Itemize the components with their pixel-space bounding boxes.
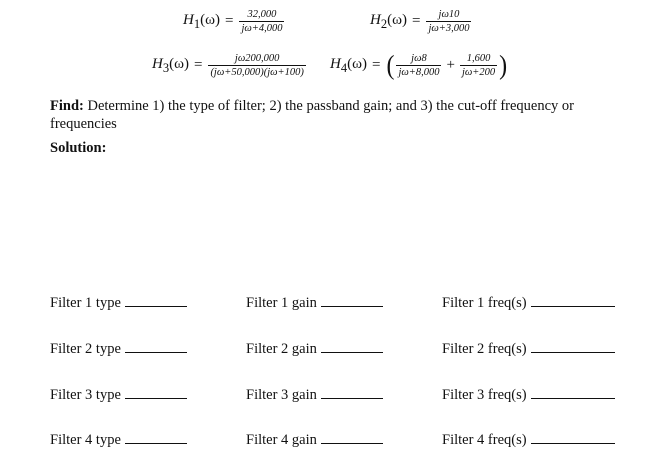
filter-type-field	[50, 429, 187, 449]
equals-sign: =	[411, 13, 421, 29]
fraction	[396, 53, 441, 78]
filter-type-label: Filter 1 type	[50, 295, 121, 311]
filter-freq-label: Filter 1 freq(s)	[442, 295, 527, 311]
filter-freq-label: Filter 2 freq(s)	[442, 341, 527, 357]
function-symbol: H	[183, 11, 194, 28]
filter-freq-label: Filter 3 freq(s)	[442, 387, 527, 403]
filter-gain-blank[interactable]	[321, 338, 383, 353]
filter-gain-label: Filter 2 gain	[246, 341, 317, 357]
function-subscript: 4	[340, 60, 348, 75]
equation-h4	[330, 50, 508, 81]
equation-lhs	[330, 56, 367, 76]
filter-gain-field	[246, 338, 383, 358]
function-argument: (ω)	[387, 11, 407, 28]
filter-gain-field	[246, 429, 383, 449]
answer-row-3	[0, 384, 669, 404]
fraction-denominator: jω+200	[461, 67, 496, 78]
equals-sign: =	[193, 57, 203, 73]
right-paren: )	[499, 50, 508, 81]
fraction-denominator: jω+3,000	[428, 23, 470, 34]
filter-type-blank[interactable]	[125, 292, 187, 307]
fraction	[460, 53, 497, 78]
filter-freq-blank[interactable]	[531, 292, 615, 307]
filter-freq-field	[442, 384, 615, 404]
filter-gain-label: Filter 1 gain	[246, 295, 317, 311]
equation-lhs	[370, 12, 407, 32]
find-label: Find:	[50, 98, 84, 114]
equals-sign: =	[371, 57, 381, 73]
fraction-denominator: (jω+50,000)(jω+100)	[210, 67, 304, 78]
filter-type-blank[interactable]	[125, 384, 187, 399]
filter-freq-field	[442, 429, 615, 449]
function-symbol: H	[152, 55, 163, 72]
function-argument: (ω)	[347, 55, 367, 72]
equation-h2	[370, 9, 472, 34]
solution-label: Solution:	[50, 140, 107, 156]
fraction	[239, 9, 284, 34]
filter-gain-label: Filter 4 gain	[246, 432, 317, 448]
fraction-numerator: jω200,000	[234, 53, 280, 64]
function-symbol: H	[330, 55, 341, 72]
equation-lhs	[183, 12, 220, 32]
fraction-numerator: 32,000	[247, 9, 277, 20]
left-paren: (	[386, 50, 395, 81]
filter-gain-blank[interactable]	[321, 292, 383, 307]
filter-gain-blank[interactable]	[321, 384, 383, 399]
equals-sign: =	[224, 13, 234, 29]
filter-gain-label: Filter 3 gain	[246, 387, 317, 403]
filter-type-field	[50, 384, 187, 404]
answer-row-4	[0, 429, 669, 449]
filter-type-blank[interactable]	[125, 338, 187, 353]
fraction-numerator: jω10	[438, 9, 460, 20]
filter-type-field	[50, 292, 187, 312]
equation-h1	[183, 9, 285, 34]
filter-freq-blank[interactable]	[531, 338, 615, 353]
filter-type-label: Filter 2 type	[50, 341, 121, 357]
function-symbol: H	[370, 11, 381, 28]
filter-freq-blank[interactable]	[531, 429, 615, 444]
fraction	[426, 9, 471, 34]
function-subscript: 2	[380, 16, 388, 31]
function-subscript: 3	[162, 60, 170, 75]
filter-gain-field	[246, 384, 383, 404]
plus-sign: +	[446, 57, 455, 73]
filter-freq-label: Filter 4 freq(s)	[442, 432, 527, 448]
fraction-numerator: jω8	[411, 53, 427, 64]
fraction-denominator: jω+8,000	[398, 67, 440, 78]
function-subscript: 1	[193, 16, 201, 31]
filter-gain-field	[246, 292, 383, 312]
filter-type-label: Filter 4 type	[50, 432, 121, 448]
filter-freq-field	[442, 292, 615, 312]
filter-gain-blank[interactable]	[321, 429, 383, 444]
filter-type-blank[interactable]	[125, 429, 187, 444]
fraction-numerator: 1,600	[466, 53, 491, 64]
filter-freq-field	[442, 338, 615, 358]
filter-type-label: Filter 3 type	[50, 387, 121, 403]
function-argument: (ω)	[200, 11, 220, 28]
equation-h3	[152, 53, 307, 78]
filter-freq-blank[interactable]	[531, 384, 615, 399]
answer-row-1	[0, 292, 669, 312]
find-text: Determine 1) the type of filter; 2) the passband gain; and 3) the cut-off frequency or frequencies	[50, 98, 574, 132]
answer-row-2	[0, 338, 669, 358]
fraction-denominator: jω+4,000	[241, 23, 283, 34]
find-statement	[50, 97, 630, 133]
equation-lhs	[152, 56, 189, 76]
fraction	[208, 53, 305, 78]
function-argument: (ω)	[169, 55, 189, 72]
filter-type-field	[50, 338, 187, 358]
